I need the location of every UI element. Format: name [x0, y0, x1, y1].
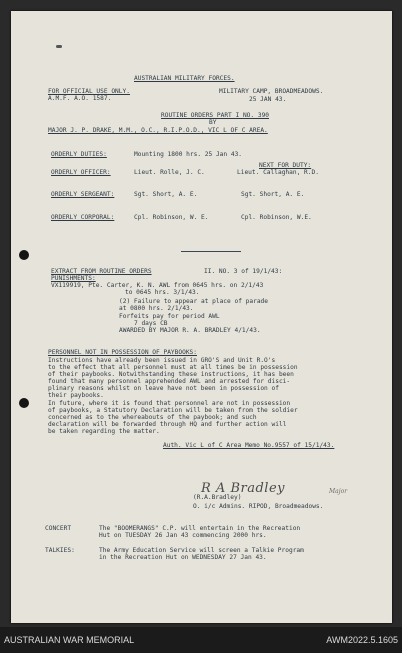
punishment-line: VX119919, Pte. Carter, K. N. AWL from 0645 hrs. on 2/1/43 — [51, 282, 264, 289]
camp-name: MILITARY CAMP, BROADMEADOWS. — [219, 88, 324, 95]
talkies-label: TALKIES: — [45, 547, 75, 554]
extract-reference: II. NO. 3 of 19/1/43: — [204, 268, 283, 275]
signature-rank: Major — [329, 488, 348, 495]
section-divider — [181, 251, 241, 252]
signatory-title: O. i/c Admins. RIPOD, Broadmeadows. — [193, 503, 324, 510]
extract-heading: EXTRACT FROM ROUTINE ORDERS — [51, 268, 152, 275]
paybooks-paragraph-line: Instructions have already been issued in GRO'S and Unit R.O's — [48, 357, 276, 364]
signatory-name: (R.A.Bradley) — [193, 494, 242, 501]
talkies-line: The Army Education Service will screen a Talkie Program — [99, 547, 304, 554]
officer-value: Lieut. Rolle, J. C. — [134, 169, 205, 176]
paybooks-paragraph-line: found that many personnel apprehended AWL and arrested for disci- — [48, 378, 291, 385]
punishment-line: Forfeits pay for period AWL — [119, 313, 220, 320]
corporal-next: Cpl. Robinson, W.E. — [241, 214, 312, 221]
document-page — [11, 11, 392, 623]
footer-accession-number: AWM2022.5.1605 — [326, 635, 398, 645]
punishment-line: at 0800 hrs. 2/1/43. — [119, 305, 194, 312]
punishment-line: (2) Failure to appear at place of parade — [119, 298, 269, 305]
paybooks-paragraph-line: be taken regarding the matter. — [48, 428, 160, 435]
paybooks-heading: PERSONNEL NOT IN POSSESSION OF PAYBOOKS: — [48, 349, 198, 356]
officer-line: MAJOR J. P. DRAKE, M.M., O.C., R.I.P.O.D., VIC L OF C AREA. — [48, 127, 268, 134]
paybooks-paragraph-line: of their paybooks. Notwithstanding these instructions, it has been — [48, 371, 294, 378]
sergeant-label: ORDERLY SERGEANT: — [51, 191, 115, 198]
paybooks-paragraph-line: to the effect that all personnel must at all times be in possession — [48, 364, 298, 371]
reference-number: A.M.F. A.O. 1587. — [48, 95, 112, 102]
officer-label: ORDERLY OFFICER: — [51, 169, 111, 176]
paybooks-paragraph-line: plinary reasons whilst on leave have not been in possession of — [48, 385, 279, 392]
sergeant-next: Sgt. Short, A. E. — [241, 191, 305, 198]
duties-value: Mounting 1800 hrs. 25 Jan 43. — [134, 151, 243, 158]
paybooks-paragraph-line: of paybooks, a Statutory Declaration will be taken from the soldier — [48, 407, 298, 414]
punch-hole-top — [19, 250, 29, 260]
official-use-label: FOR OFFICIAL USE ONLY. — [48, 88, 130, 95]
order-date: 25 JAN 43. — [249, 96, 287, 103]
concert-label: CONCERT — [45, 525, 72, 532]
duties-label: ORDERLY DUTIES: — [51, 151, 107, 158]
punishments-heading: PUNISHMENTS: — [51, 275, 96, 282]
punch-hole-bottom — [19, 398, 29, 408]
sergeant-value: Sgt. Short, A. E. — [134, 191, 198, 198]
orders-by: BY — [209, 119, 217, 126]
talkies-line: in the Recreation Hut on WEDNESDAY 27 Jan 43. — [99, 554, 267, 561]
staple-mark — [56, 45, 62, 48]
punishment-line: 7 days CB — [134, 320, 168, 327]
paybooks-paragraph-line: declaration will be forwarded through HQ and further action will — [48, 421, 287, 428]
paybooks-paragraph-line: concerned as to the whereabouts of the paybook; and such — [48, 414, 257, 421]
officer-next: Lieut. Callaghan, R.D. — [237, 169, 319, 176]
next-for-duty-label: NEXT FOR DUTY: — [259, 162, 312, 169]
authority-line: Auth. Vic L of C Area Memo No.9557 of 15/1/43. — [163, 442, 335, 449]
signature: R A Bradley — [201, 481, 285, 496]
corporal-label: ORDERLY CORPORAL: — [51, 214, 115, 221]
concert-line: Hut on TUESDAY 26 Jan 43 commencing 2000 hrs. — [99, 532, 267, 539]
concert-line: The "BOOMERANGS" C.P. will entertain in the Recreation — [99, 525, 301, 532]
paybooks-paragraph-line: In future, where it is found that personnel are not in possession — [48, 400, 291, 407]
orders-title: ROUTINE ORDERS PART I NO. 390 — [161, 112, 270, 119]
punishment-line: to 0645 hrs. 3/1/43. — [125, 289, 200, 296]
header-title: AUSTRALIAN MILITARY FORCES. — [134, 75, 235, 82]
corporal-value: Cpl. Robinson, W. E. — [134, 214, 209, 221]
punishment-line: AWARDED BY MAJOR R. A. BRADLEY 4/1/43. — [119, 327, 261, 334]
paybooks-paragraph-line: their paybooks. — [48, 392, 104, 399]
footer-institution: AUSTRALIAN WAR MEMORIAL — [4, 635, 135, 645]
footer-bar — [0, 627, 402, 653]
